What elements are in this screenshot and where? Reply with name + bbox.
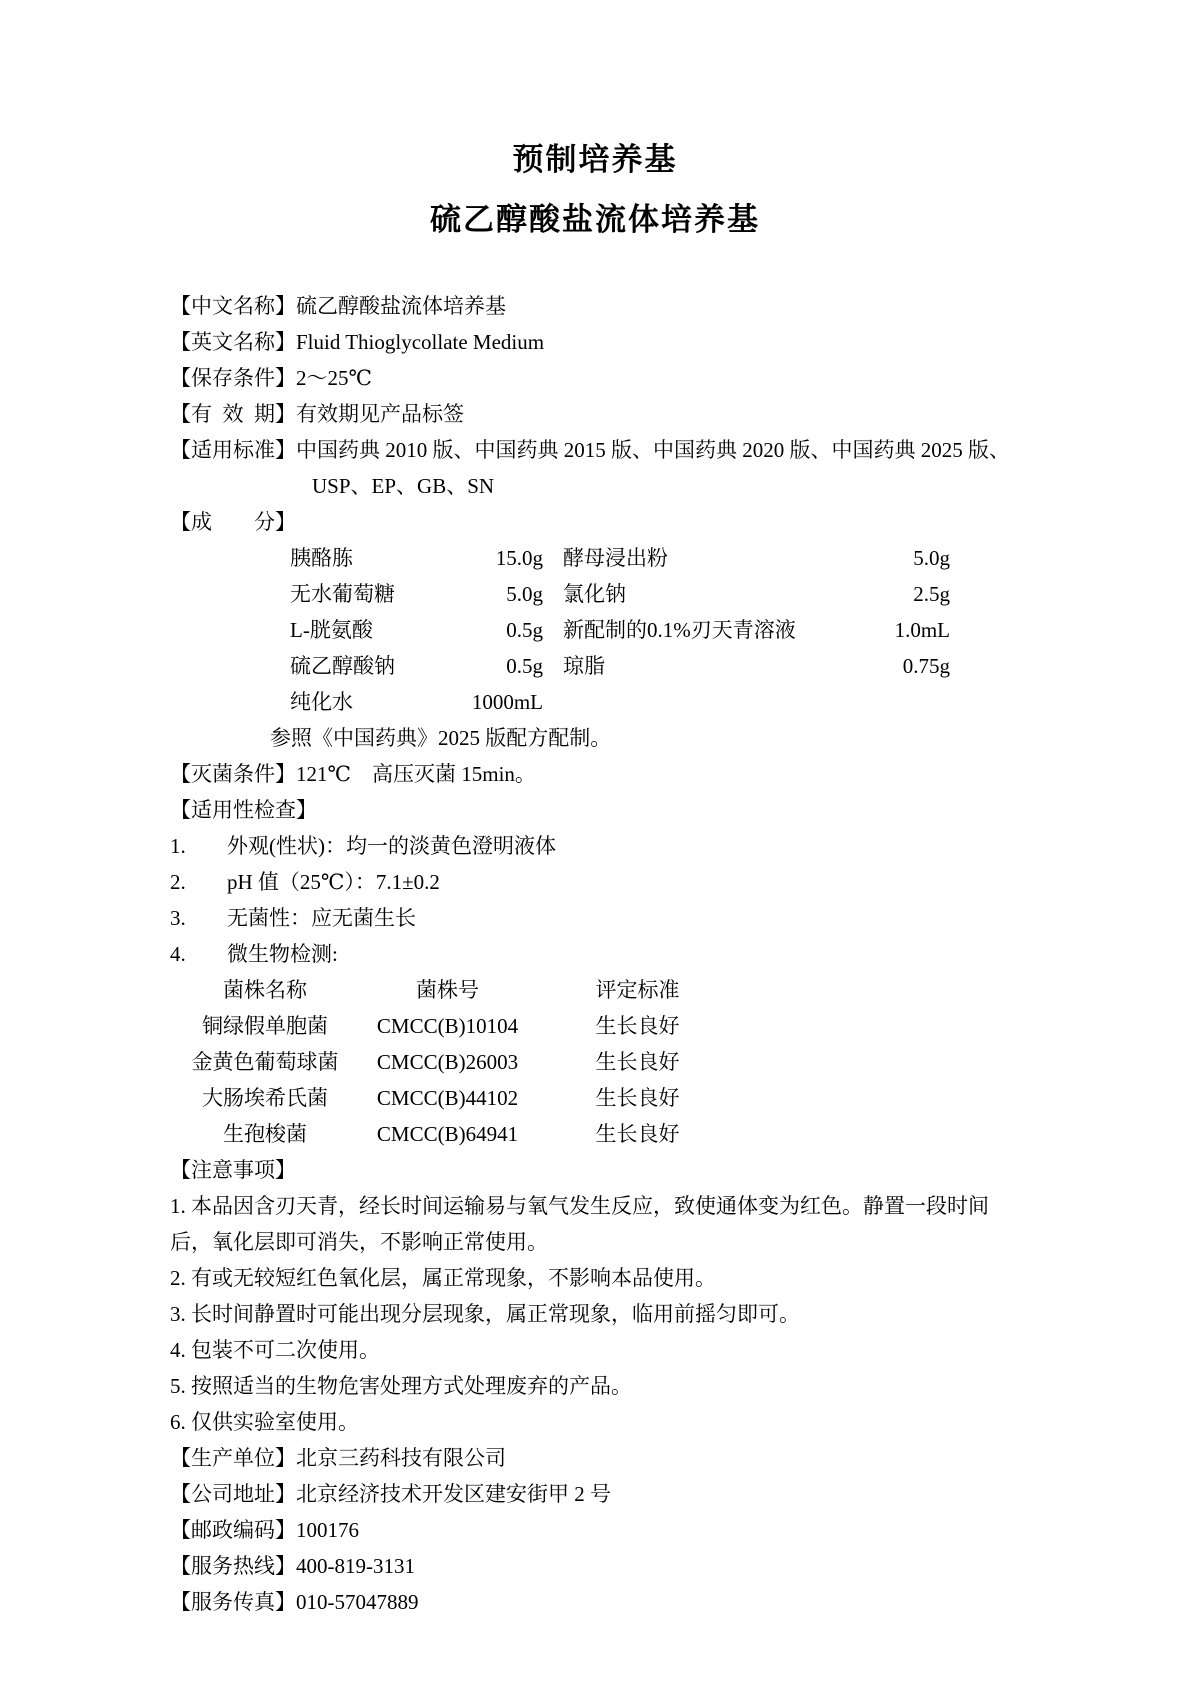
suitability-item-appearance — [170, 828, 1020, 864]
composition-row — [290, 540, 1020, 576]
field-applicable-standards-cont: USP、EP、GB、SN — [312, 474, 495, 498]
field-value: 010-57047889 — [296, 1590, 419, 1614]
item-text: 外观(性状)：均一的淡黄色澄明液体 — [227, 834, 556, 858]
field-storage-condition — [170, 360, 1020, 396]
suitability-label: 【适用性检查】 — [170, 798, 317, 822]
field-label: 【服务传真】 — [170, 1590, 296, 1614]
sterilization-condition — [170, 756, 1020, 792]
ingredient-amount: 0.5g — [506, 654, 543, 678]
strain-result: 生长良好 — [595, 1050, 680, 1074]
ingredient-amount — [893, 684, 950, 720]
ingredient-amount: 0.75g — [902, 654, 950, 678]
ingredient-amount: 15.0g — [495, 546, 543, 570]
table-row — [170, 1008, 1020, 1044]
field-postal-code — [170, 1512, 1020, 1548]
item-text: 微生物检测: — [227, 942, 338, 966]
field-label: 【中文名称】 — [170, 294, 296, 318]
ingredient-name: 酵母浸出粉 — [563, 546, 668, 570]
ingredient-amount: 1000mL — [471, 690, 543, 714]
field-value: 北京三药科技有限公司 — [296, 1446, 506, 1470]
field-value: 400-819-3131 — [296, 1554, 415, 1578]
precautions-section — [170, 1152, 1020, 1440]
field-label: 【保存条件】 — [170, 366, 296, 390]
suitability-item-ph — [170, 864, 1020, 900]
strain-name: 金黄色葡萄球菌 — [191, 1050, 339, 1074]
composition-row — [290, 576, 1020, 612]
column-header: 评定标准 — [595, 978, 680, 1002]
ingredient-name: 硫乙醇酸钠 — [290, 654, 395, 678]
ingredient-name: 新配制的0.1%刃天青溶液 — [563, 618, 796, 642]
field-service-hotline — [170, 1548, 1020, 1584]
strain-name: 大肠埃希氏菌 — [202, 1086, 328, 1110]
field-applicable-standards — [170, 432, 1020, 468]
ingredient-name: 氯化钠 — [563, 582, 626, 606]
field-chinese-name — [170, 288, 1020, 324]
table-row — [170, 1044, 1020, 1080]
field-label: 【服务热线】 — [170, 1554, 296, 1578]
composition-reference-note: 参照《中国药典》2025 版配方配制。 — [270, 726, 612, 750]
header-fields — [170, 288, 1020, 504]
field-label: 【生产单位】 — [170, 1446, 296, 1470]
strain-table-header-row — [170, 972, 1020, 1008]
precaution-item: 3. 长时间静置时可能出现分层现象，属正常现象，临用前摇匀即可。 — [170, 1302, 800, 1326]
field-value: Fluid Thioglycollate Medium — [296, 330, 545, 354]
table-row — [170, 1116, 1020, 1152]
strain-result: 生长良好 — [595, 1122, 680, 1146]
ingredient-name: 胰酪胨 — [290, 546, 353, 570]
strain-name: 生孢梭菌 — [223, 1122, 307, 1146]
strain-name: 铜绿假单胞菌 — [202, 1014, 328, 1038]
field-value: 硫乙醇酸盐流体培养基 — [296, 294, 506, 318]
precautions-label: 【注意事项】 — [170, 1158, 296, 1182]
item-number: 3. — [170, 906, 186, 930]
composition-row — [290, 648, 1020, 684]
field-value: 100176 — [296, 1518, 359, 1542]
field-label: 【邮政编码】 — [170, 1518, 296, 1542]
precaution-item: 5. 按照适当的生物危害处理方式处理废弃的产品。 — [170, 1374, 632, 1398]
strain-result: 生长良好 — [595, 1086, 680, 1110]
document-title-line1: 预制培养基 — [512, 142, 678, 177]
ingredient-amount: 2.5g — [913, 582, 950, 606]
ingredient-amount: 0.5g — [506, 618, 543, 642]
precaution-item: 2. 有或无较短红色氧化层，属正常现象，不影响本品使用。 — [170, 1266, 716, 1290]
column-header: 菌株号 — [416, 978, 479, 1002]
table-row — [170, 1080, 1020, 1116]
suitability-item-microbial — [170, 936, 1020, 972]
precaution-item: 6. 仅供实验室使用。 — [170, 1410, 359, 1434]
item-number: 4. — [170, 942, 186, 966]
composition-section — [170, 504, 1020, 756]
field-english-name — [170, 324, 1020, 360]
composition-row — [290, 612, 1020, 648]
field-company-address — [170, 1476, 1020, 1512]
field-value: 北京经济技术开发区建安街甲 2 号 — [296, 1482, 611, 1506]
ingredient-name: 无水葡萄糖 — [290, 582, 395, 606]
footer-fields — [170, 1440, 1020, 1620]
strain-result: 生长良好 — [595, 1014, 680, 1038]
document-title-line2: 硫乙醇酸盐流体培养基 — [430, 202, 760, 237]
item-number: 2. — [170, 870, 186, 894]
field-label: 【适用标准】 — [170, 438, 296, 462]
field-value: 2～25℃ — [296, 366, 372, 390]
strain-number: CMCC(B)44102 — [376, 1086, 519, 1110]
suitability-section — [170, 792, 1020, 1152]
composition-row — [290, 684, 1020, 720]
field-value: 有效期见产品标签 — [296, 402, 464, 426]
field-value: 121℃ 高压灭菌 15min。 — [296, 762, 536, 786]
ingredient-name — [543, 684, 893, 720]
suitability-item-sterility — [170, 900, 1020, 936]
field-label: 【灭菌条件】 — [170, 762, 296, 786]
field-label: 【有 效 期】 — [170, 402, 296, 426]
column-header: 菌株名称 — [223, 978, 307, 1002]
field-value: 中国药典 2010 版、中国药典 2015 版、中国药典 2020 版、中国药典 2025 版、 — [296, 438, 1010, 462]
strain-table — [170, 972, 1020, 1152]
field-service-fax — [170, 1584, 1020, 1620]
precaution-item: 1. 本品因含刃天青，经长时间运输易与氧气发生反应，致使通体变为红色。静置一段时间后，氧化层即可消失，不影响正常使用。 — [170, 1194, 989, 1254]
field-label: 【公司地址】 — [170, 1482, 296, 1506]
ingredient-name: L-胱氨酸 — [290, 618, 373, 642]
ingredient-amount: 5.0g — [913, 546, 950, 570]
strain-number: CMCC(B)10104 — [376, 1014, 519, 1038]
composition-label: 【成 分】 — [170, 510, 296, 534]
item-number: 1. — [170, 834, 186, 858]
field-label: 【英文名称】 — [170, 330, 296, 354]
item-text: pH 值（25℃）：7.1±0.2 — [227, 870, 440, 894]
precaution-item: 4. 包装不可二次使用。 — [170, 1338, 380, 1362]
ingredient-name: 纯化水 — [290, 690, 353, 714]
ingredient-name: 琼脂 — [563, 654, 605, 678]
field-manufacturer — [170, 1440, 1020, 1476]
ingredient-amount: 5.0g — [506, 582, 543, 606]
field-shelf-life — [170, 396, 1020, 432]
strain-number: CMCC(B)26003 — [376, 1050, 519, 1074]
ingredient-amount: 1.0mL — [894, 618, 950, 642]
strain-number: CMCC(B)64941 — [376, 1122, 519, 1146]
item-text: 无菌性：应无菌生长 — [227, 906, 416, 930]
